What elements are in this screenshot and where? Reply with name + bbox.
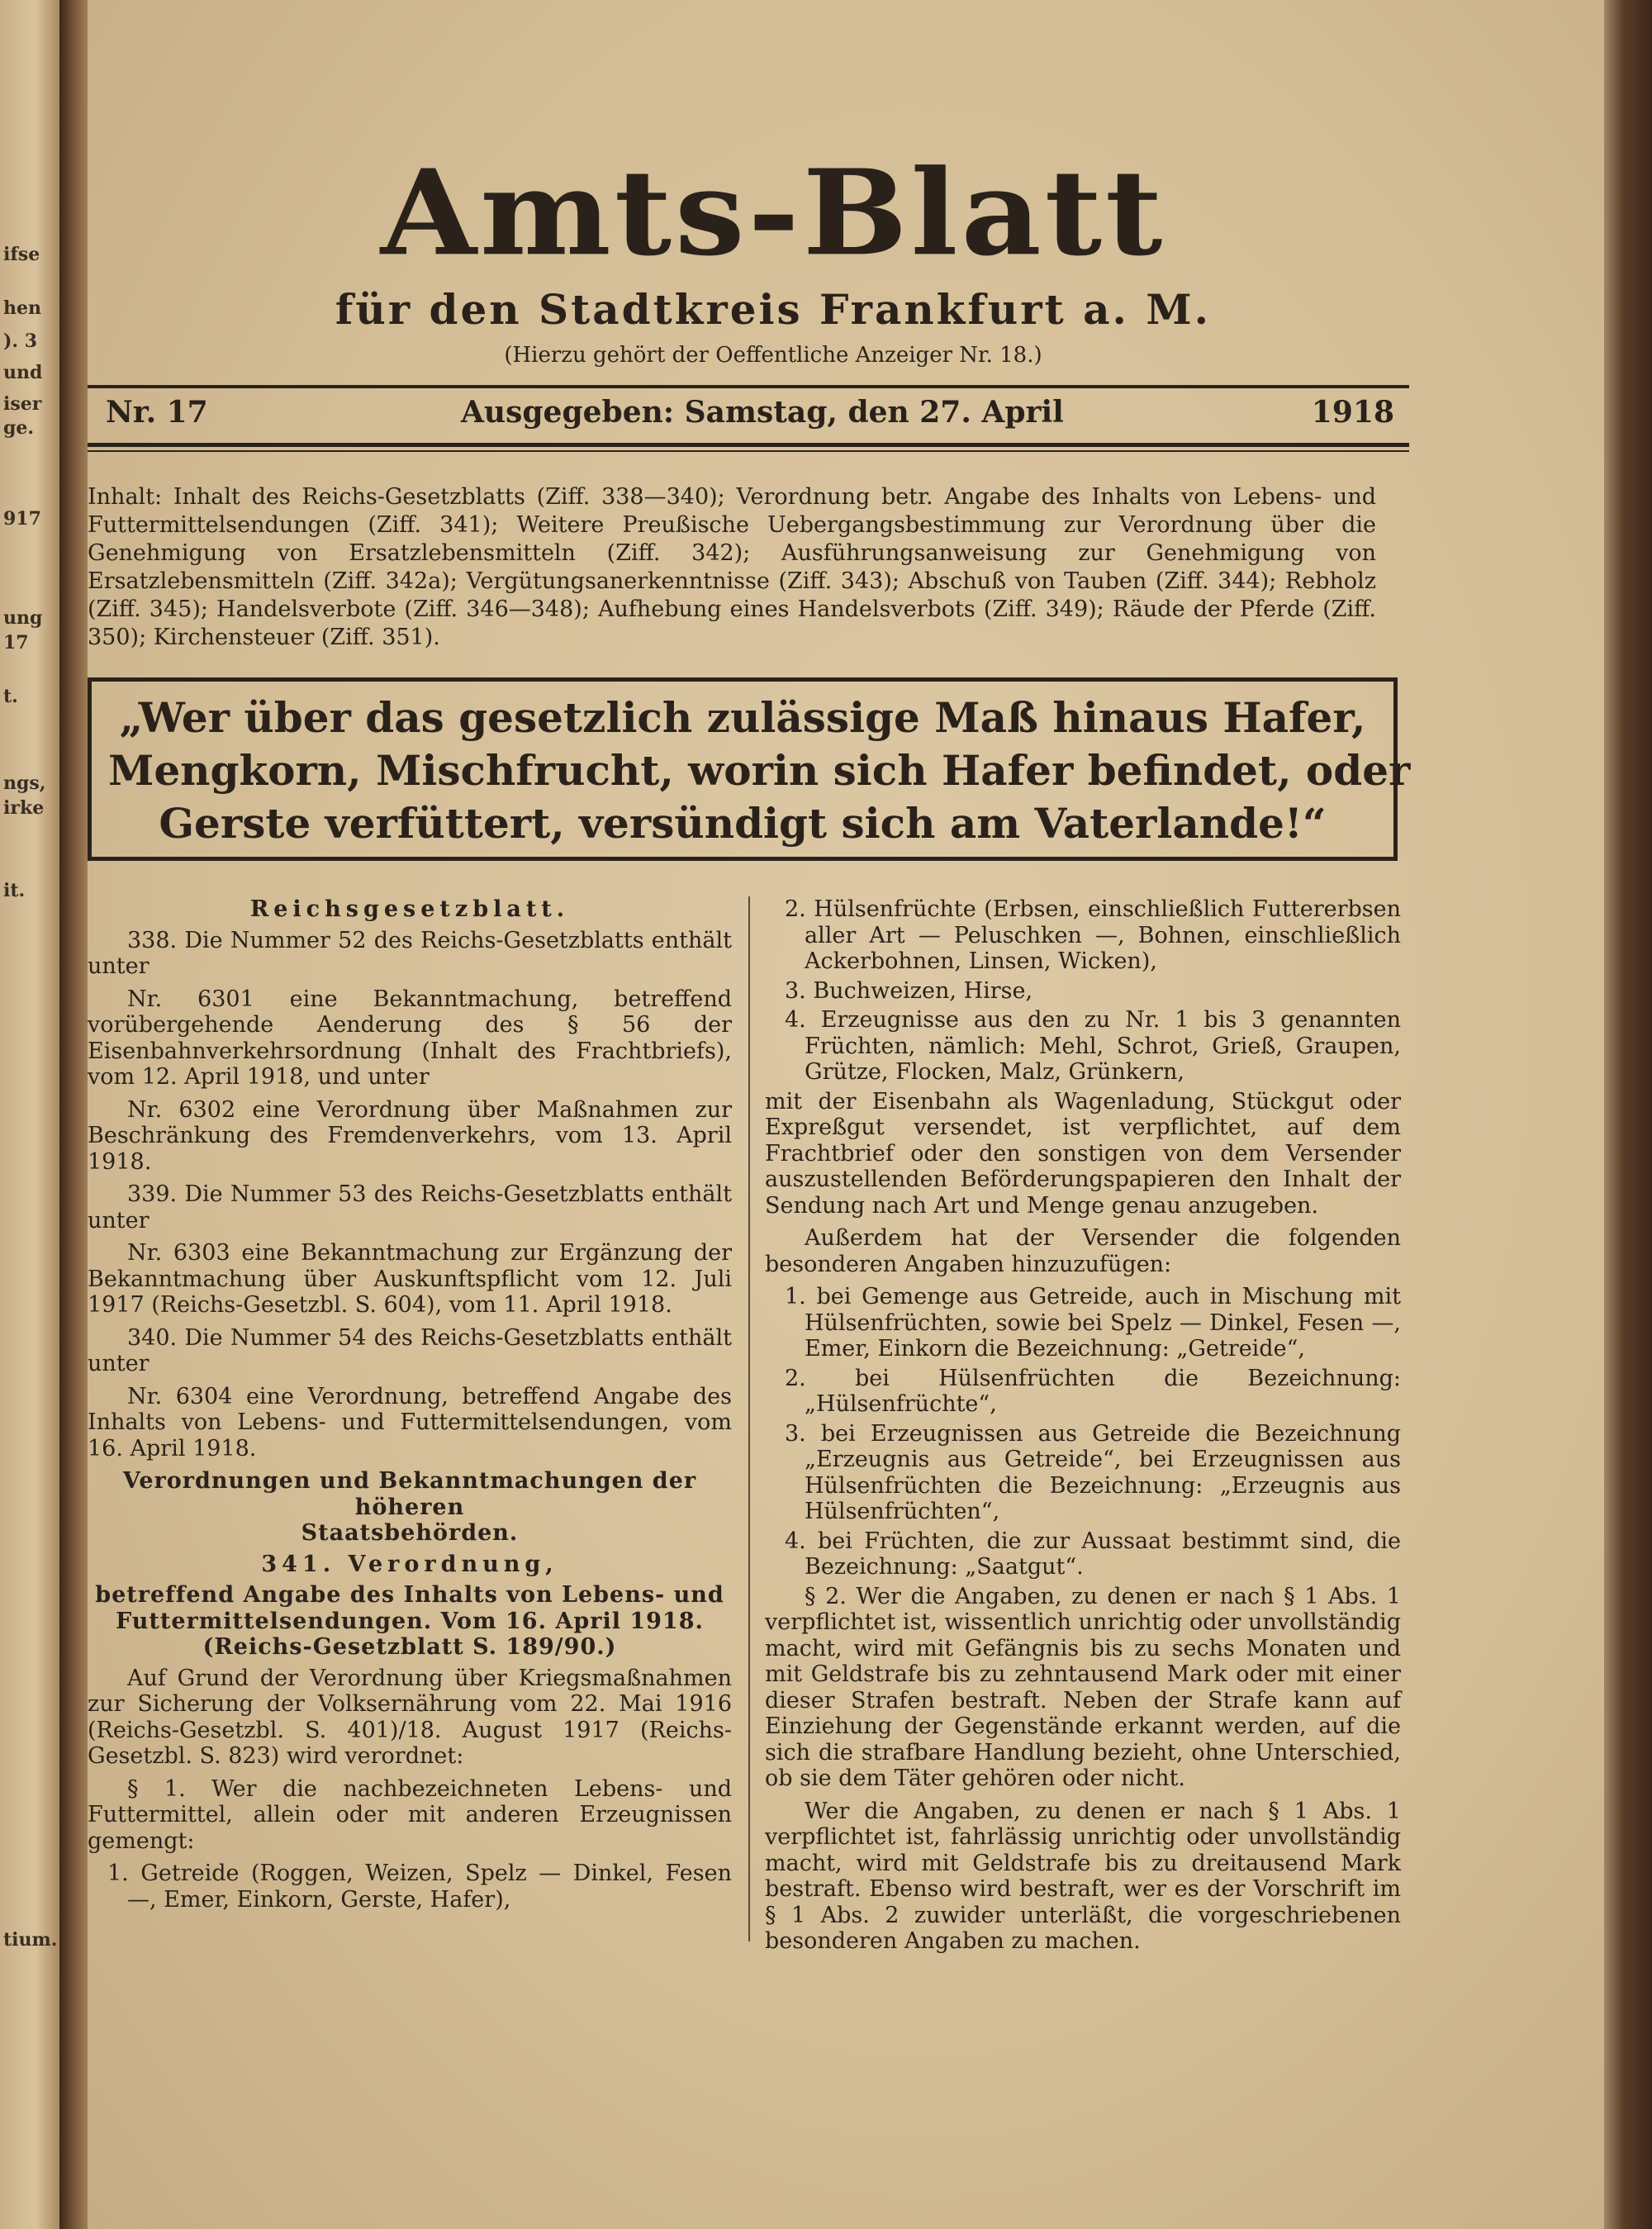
- slogan-box: [88, 677, 1411, 861]
- masthead-subtitle: für den Stadtkreis Frankfurt a. M.: [335, 285, 1212, 334]
- book-gutter: [59, 0, 88, 2229]
- left-column: [88, 896, 732, 1916]
- ordinance-subtitle-line: betreffend Angabe des Inhalts von Lebens- und: [95, 1582, 724, 1608]
- designation-item-3: 3. bei Erzeugnissen aus Getreide die Bezeichnung „Erzeugnis aus Getreide“, bei Erzeugnissen aus Hülsenfrüchten die Bezeichnung: „Erzeugnis aus Hülsenfrüchten“,: [785, 1420, 1401, 1524]
- issue-number: Nr. 17: [106, 395, 208, 430]
- prev-fragment: t.: [3, 686, 18, 707]
- ordinance-section-2-b: Wer die Angaben, zu denen er nach § 1 Abs. 1 verpflichtet ist, fahrlässig unrichtig oder unvollständig macht, wird mit Geldstrafe bis zu dreitausend Mark bestraft. Ebenso wird bestraft, wer es der Vorschrift im § 1 Abs. 2 zuwider unterläßt, die vorgeschriebenen besonderen Angaben zu machen.: [765, 1798, 1401, 1954]
- section-title-line: Staatsbehörden.: [301, 1520, 519, 1546]
- ordinance-subtitle-line: (Reichs-Gesetzblatt S. 189/90.): [202, 1634, 617, 1660]
- prev-fragment: ung: [3, 607, 43, 629]
- paragraph-339-a: Nr. 6303 eine Bekanntmachung zur Ergänzung der Bekanntmachung über Auskunftspflicht vom 12. Juli 1917 (Reichs-Gesetzbl. S. 604), vom 11. April 1918.: [88, 1240, 732, 1318]
- ordinance-section-1: § 1. Wer die nachbezeichneten Lebens- und Futtermittel, allein oder mit anderen Erzeugnissen gemengt:: [88, 1775, 732, 1854]
- issue-line: [106, 395, 1394, 436]
- slogan-line: Mengkorn, Mischfrucht, worin sich Hafer befindet, oder: [108, 746, 1411, 795]
- paragraph-340: 340. Die Nummer 54 des Reichs-Gesetzblatts enthält unter: [88, 1324, 732, 1376]
- ordinance-intro: Auf Grund der Verordnung über Kriegsmaßnahmen zur Sicherung der Volksernährung vom 22. Mai 1916 (Reichs-Gesetzbl. S. 401)/18. August 1917 (Reichs-Gesetzbl. S. 823) wird verordnet:: [88, 1665, 732, 1769]
- slogan-line: „Wer über das gesetzlich zulässige Maß hinaus Hafer,: [119, 693, 1366, 742]
- designation-item-4: 4. bei Früchten, die zur Aussaat bestimmt sind, die Bezeichnung: „Saatgut“.: [785, 1528, 1401, 1580]
- ordinance-section-2: § 2. Wer die Angaben, zu denen er nach § 1 Abs. 1 verpflichtet ist, wissentlich unrichtig oder unvollständig macht, wird mit Gefängnis bis zu sechs Monaten und mit Geldstrafe bis zu zehntausend Mark oder mit einer dieser Strafen bestraft. Neben der Strafe kann auf Einziehung der Gegenstände erkannt werden, auf die sich die strafbare Handlung bezieht, ohne Unterschied, ob sie dem Täter gehören oder nicht.: [765, 1583, 1401, 1791]
- designation-item-2: 2. bei Hülsenfrüchten die Bezeichnung: „Hülsenfrüchte“,: [785, 1365, 1401, 1417]
- ordinance-title: Verordnung,: [348, 1551, 558, 1577]
- prev-fragment: 17: [3, 632, 29, 653]
- section-title-line: Verordnungen und Bekanntmachungen der höheren: [122, 1468, 697, 1520]
- section-title-reichsgesetzblatt: Reichsgesetzblatt.: [249, 896, 570, 922]
- header-rule-top: [88, 385, 1409, 388]
- ordinance-item-1: 1. Getreide (Roggen, Weizen, Spelz — Dinkel, Fesen —, Emer, Einkorn, Gerste, Hafer),: [107, 1861, 732, 1913]
- paragraph-340-a: Nr. 6304 eine Verordnung, betreffend Angabe des Inhalts von Lebens- und Futtermittelsendungen, vom 16. April 1918.: [88, 1383, 732, 1461]
- prev-fragment: und: [3, 362, 43, 383]
- paragraph-338: 338. Die Nummer 52 des Reichs-Gesetzblatts enthält unter: [88, 927, 732, 979]
- header-rule-bottom: [88, 443, 1409, 447]
- paragraph-338-a: Nr. 6301 eine Bekanntmachung, betreffend vorübergehende Aenderung des § 56 der Eisenbahnverkehrsordnung (Inhalt des Frachtbriefs), vom 12. April 1918, und unter: [88, 986, 732, 1090]
- column-separator: [748, 896, 750, 1941]
- prev-fragment: 917: [3, 508, 41, 530]
- right-column: [765, 896, 1401, 1961]
- prev-fragment: hen: [3, 297, 41, 319]
- paragraph-339: 339. Die Nummer 53 des Reichs-Gesetzblatts enthält unter: [88, 1181, 732, 1233]
- prev-fragment: iser: [3, 393, 42, 415]
- designation-item-1: 1. bei Gemenge aus Getreide, auch in Mischung mit Hülsenfrüchten, sowie bei Spelz — Dinkel, Fesen —, Emer, Einkorn die Bezeichnung: „Getreide“,: [785, 1284, 1401, 1362]
- paragraph-338-b: Nr. 6302 eine Verordnung über Maßnahmen zur Beschränkung des Fremdenverkehrs, vom 13. April 1918.: [88, 1096, 732, 1175]
- prev-fragment: ge.: [3, 417, 35, 439]
- prev-fragment: ngs,: [3, 772, 46, 794]
- prev-fragment: irke: [3, 797, 45, 819]
- masthead-note: (Hierzu gehört der Oeffentliche Anzeiger Nr. 18.): [504, 343, 1042, 368]
- ordinance-paragraph: mit der Eisenbahn als Wagenladung, Stückgut oder Expreßgut versendet, ist verpflichtet, auf dem Frachtbrief oder den sonstigen von dem Versender auszustellenden Beförderungspapieren den Inhalt der Sendung nach Art und Menge genau anzugeben.: [765, 1088, 1401, 1219]
- prev-fragment: it.: [3, 880, 26, 901]
- table-of-contents: Inhalt: Inhalt des Reichs-Gesetzblatts (Ziff. 338—340); Verordnung betr. Angabe des Inhalts von Lebens- und Futtermittelsendungen (Ziff. 341); Weitere Preußische Uebergangsbestimmung zur Verordnung über die Genehmigung von Ersatzlebensmitteln (Ziff. 342); Ausführungsanweisung zur Genehmigung von Ersatzlebensmitteln (Ziff. 342a); Vergütungsanerkenntnisse (Ziff. 343); Abschuß von Tauben (Ziff. 344); Rebholz (Ziff. 345); Handelsverbote (Ziff. 346—348); Aufhebung eines Handelsverbots (Ziff. 349); Räude der Pferde (Ziff. 350); Kirchensteuer (Ziff. 351).: [88, 484, 1376, 650]
- document-page: [88, 0, 1604, 2229]
- ordinance-item-2: 2. Hülsenfrüchte (Erbsen, einschließlich Futtererbsen aller Art — Peluschken —, Bohnen, einschließlich Ackerbohnen, Linsen, Wicken),: [785, 896, 1401, 974]
- ordinance-subtitle-line: Futtermittelsendungen. Vom 16. April 1918.: [116, 1608, 704, 1634]
- header-rule-bottom-thin: [88, 450, 1409, 452]
- slogan-line: Gerste verfüttert, versündigt sich am Vaterlande!“: [159, 799, 1327, 848]
- ordinance-item-4: 4. Erzeugnisse aus den zu Nr. 1 bis 3 genannten Früchten, nämlich: Mehl, Schrot, Grieß, Graupen, Grütze, Flocken, Malz, Grünkern,: [785, 1007, 1401, 1085]
- prev-fragment: tium.: [3, 1929, 58, 1951]
- masthead-title: Amts-Blatt: [380, 144, 1166, 283]
- ordinance-heading: [88, 1552, 732, 1578]
- ordinance-number: 341.: [261, 1551, 336, 1577]
- issue-date: Ausgegeben: Samstag, den 27. April: [461, 395, 1064, 430]
- prev-fragment: ). 3: [3, 330, 38, 352]
- ordinance-subtitle: [88, 1582, 732, 1661]
- issue-year: 1918: [1311, 395, 1394, 430]
- ordinance-item-3: 3. Buchweizen, Hirse,: [785, 977, 1033, 1004]
- ordinance-paragraph: Außerdem hat der Versender die folgenden besonderen Angaben hinzuzufügen:: [765, 1225, 1401, 1277]
- section-title-verordnungen: [88, 1468, 732, 1547]
- prev-fragment: ifse: [3, 244, 40, 265]
- book-binding-edge: [1604, 0, 1652, 2229]
- previous-page-edge: [0, 0, 59, 2229]
